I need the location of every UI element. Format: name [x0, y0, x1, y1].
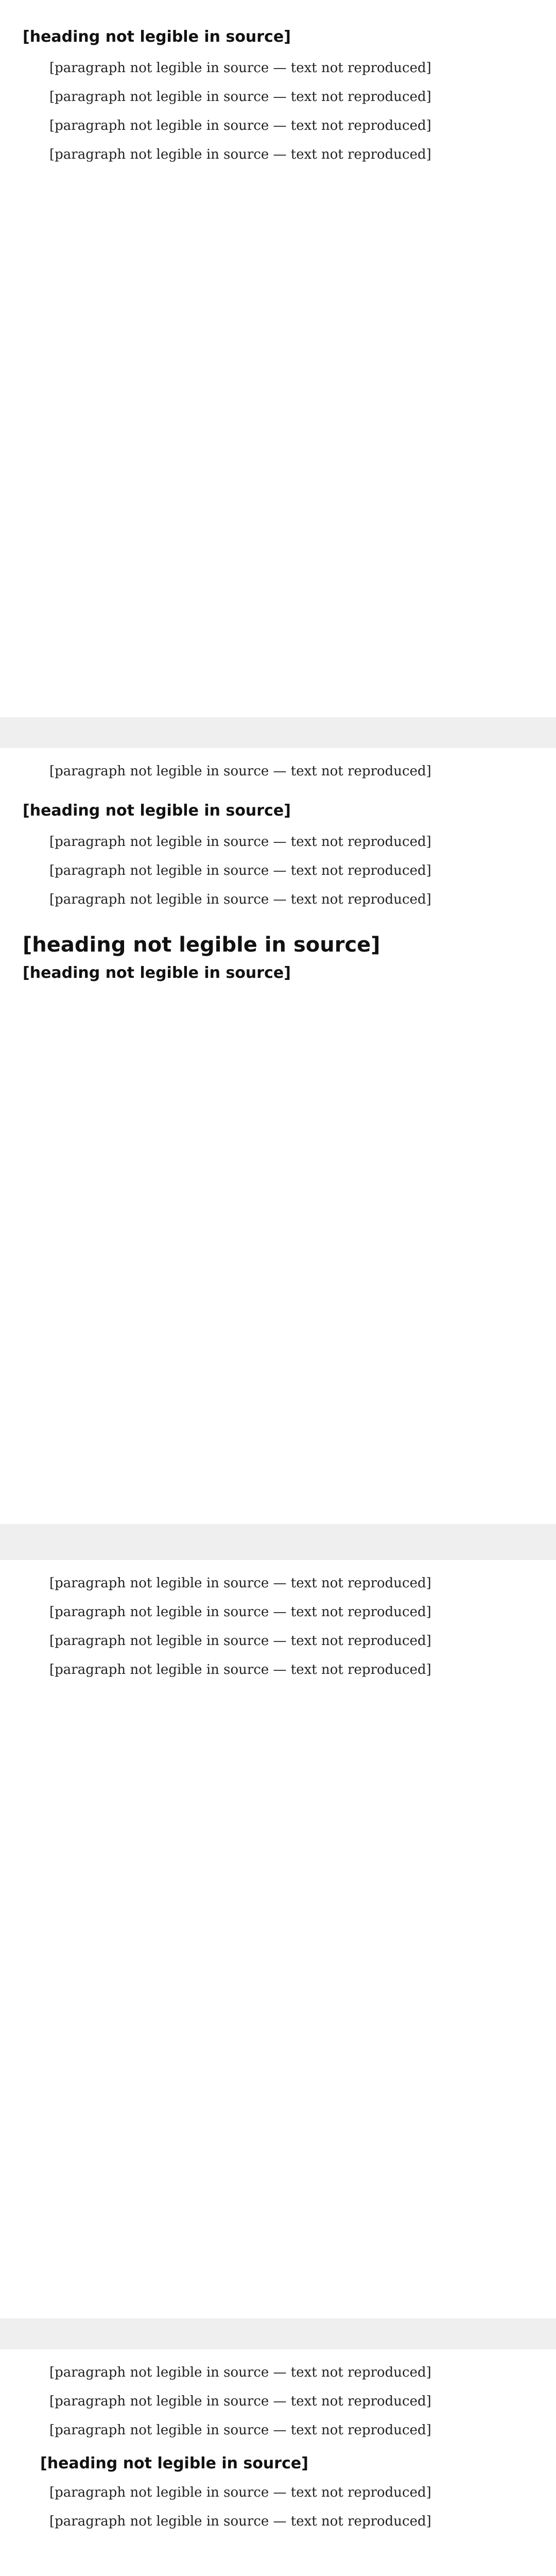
subsection-heading: [heading not legible in source]: [40, 2454, 308, 2472]
paragraph: [paragraph not legible in source — text not reproduced]: [49, 118, 431, 133]
card-gap: [0, 2318, 556, 2349]
section-heading: [heading not legible in source]: [23, 802, 291, 820]
paragraph: [paragraph not legible in source — text not reproduced]: [49, 60, 431, 76]
card-gap: [0, 1524, 556, 1560]
chapter-heading: [heading not legible in source]: [23, 933, 380, 957]
paragraph: [paragraph not legible in source — text not reproduced]: [49, 764, 431, 779]
paragraph: [paragraph not legible in source — text not reproduced]: [49, 2485, 431, 2500]
paragraph: [paragraph not legible in source — text not reproduced]: [49, 2514, 431, 2529]
paragraph: [paragraph not legible in source — text not reproduced]: [49, 834, 431, 850]
paragraph: [paragraph not legible in source — text not reproduced]: [49, 1575, 431, 1591]
content-card-1: [0, 0, 556, 717]
paragraph: [paragraph not legible in source — text not reproduced]: [49, 892, 431, 907]
paragraph: [paragraph not legible in source — text not reproduced]: [49, 147, 431, 162]
subsection-heading: [heading not legible in source]: [23, 964, 291, 982]
content-card-2: [0, 748, 556, 1524]
paragraph: [paragraph not legible in source — text not reproduced]: [49, 89, 431, 105]
paragraph: [paragraph not legible in source — text not reproduced]: [49, 863, 431, 878]
paragraph: [paragraph not legible in source — text not reproduced]: [49, 1604, 431, 1620]
paragraph: [paragraph not legible in source — text not reproduced]: [49, 1662, 431, 1677]
paragraph: [paragraph not legible in source — text not reproduced]: [49, 2394, 431, 2409]
section-heading: [heading not legible in source]: [23, 28, 291, 46]
content-card-3: [0, 1560, 556, 2318]
card-gap: [0, 717, 556, 748]
content-card-4: [0, 2349, 556, 2576]
paragraph: [paragraph not legible in source — text not reproduced]: [49, 2365, 431, 2380]
paragraph: [paragraph not legible in source — text not reproduced]: [49, 1633, 431, 1649]
paragraph: [paragraph not legible in source — text not reproduced]: [49, 2422, 431, 2438]
